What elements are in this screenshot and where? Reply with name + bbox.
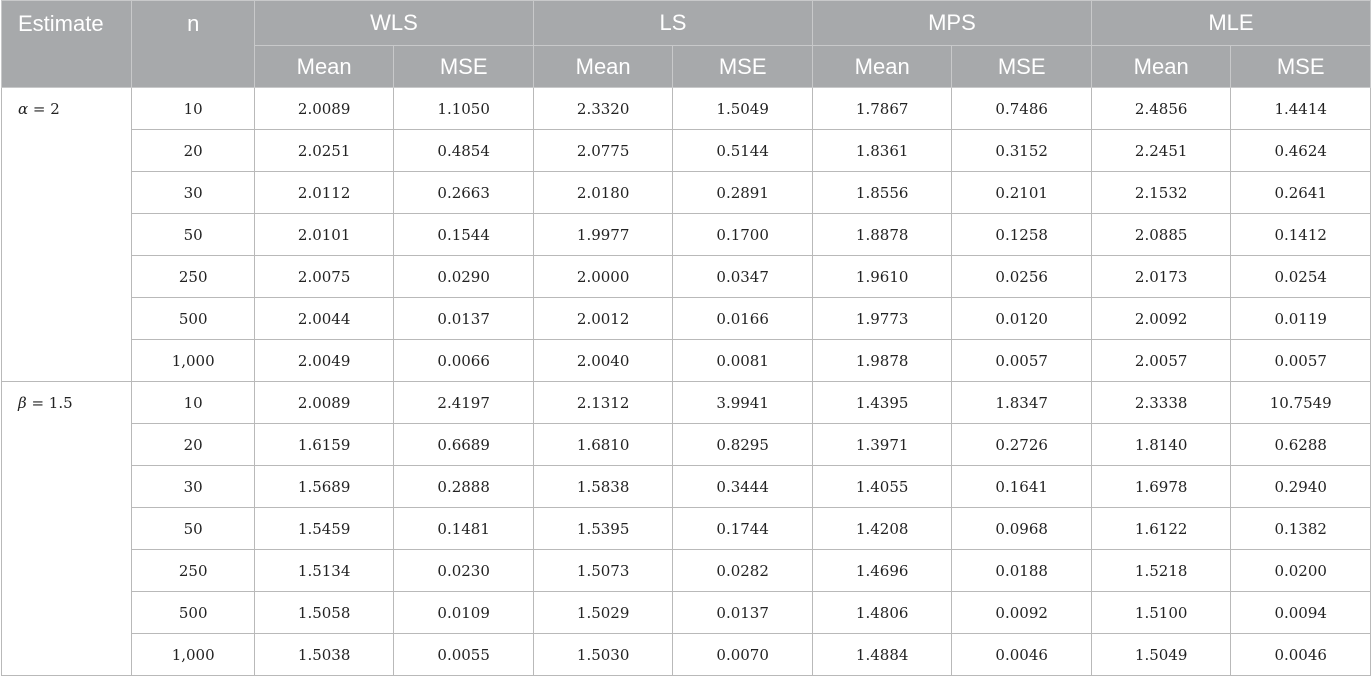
- header-ls-mean: Mean: [533, 46, 673, 88]
- header-wls: WLS: [254, 1, 533, 46]
- table-cell: 1.5838: [533, 466, 673, 508]
- table-cell: 1.5030: [533, 634, 673, 676]
- table-cell: 1.4395: [812, 382, 952, 424]
- table-cell: 1.4884: [812, 634, 952, 676]
- cell-n: 10: [132, 88, 254, 130]
- table-cell: 1.4208: [812, 508, 952, 550]
- table-cell: 1.5218: [1091, 550, 1231, 592]
- table-cell: 0.0094: [1231, 592, 1371, 634]
- header-wls-mse: MSE: [394, 46, 534, 88]
- table-cell: 1.5029: [533, 592, 673, 634]
- table-cell: 2.0775: [533, 130, 673, 172]
- table-cell: 2.1312: [533, 382, 673, 424]
- table-cell: 1.8347: [952, 382, 1092, 424]
- table-cell: 2.0075: [254, 256, 394, 298]
- cell-n: 500: [132, 592, 254, 634]
- cell-n: 250: [132, 256, 254, 298]
- table-cell: 0.2940: [1231, 466, 1371, 508]
- cell-n: 500: [132, 298, 254, 340]
- table-cell: 1.7867: [812, 88, 952, 130]
- table-row: [2, 256, 1371, 298]
- table-row: [2, 382, 1371, 424]
- table-cell: 1.6122: [1091, 508, 1231, 550]
- header-mps-mse: MSE: [952, 46, 1092, 88]
- table-cell: 0.0120: [952, 298, 1092, 340]
- cell-n: 10: [132, 382, 254, 424]
- table-cell: 0.0290: [394, 256, 534, 298]
- table-cell: 1.9773: [812, 298, 952, 340]
- table-cell: 2.2451: [1091, 130, 1231, 172]
- cell-n: 20: [132, 130, 254, 172]
- table-cell: 2.0044: [254, 298, 394, 340]
- table-cell: 0.2726: [952, 424, 1092, 466]
- table-cell: 1.5100: [1091, 592, 1231, 634]
- header-mle-mse: MSE: [1231, 46, 1371, 88]
- cell-n: 50: [132, 214, 254, 256]
- table-cell: 0.1544: [394, 214, 534, 256]
- table-cell: 1.4696: [812, 550, 952, 592]
- cell-n: 1,000: [132, 634, 254, 676]
- table-cell: 2.4197: [394, 382, 534, 424]
- table-cell: 2.0089: [254, 382, 394, 424]
- table-cell: 1.6159: [254, 424, 394, 466]
- table-cell: 1.6810: [533, 424, 673, 466]
- table-cell: 0.0055: [394, 634, 534, 676]
- table-cell: 1.5049: [673, 88, 813, 130]
- table-cell: 0.0166: [673, 298, 813, 340]
- table-cell: 0.0968: [952, 508, 1092, 550]
- table-cell: 2.0101: [254, 214, 394, 256]
- table-cell: 1.8878: [812, 214, 952, 256]
- table-cell: 0.0057: [1231, 340, 1371, 382]
- table-cell: 0.4854: [394, 130, 534, 172]
- table-cell: 2.0112: [254, 172, 394, 214]
- table-cell: 0.0046: [952, 634, 1092, 676]
- table-cell: 1.9878: [812, 340, 952, 382]
- table-row: [2, 172, 1371, 214]
- table-cell: 1.6978: [1091, 466, 1231, 508]
- cell-n: 1,000: [132, 340, 254, 382]
- table-row: [2, 550, 1371, 592]
- table-cell: 0.1382: [1231, 508, 1371, 550]
- table-cell: 0.0200: [1231, 550, 1371, 592]
- table-cell: 1.9610: [812, 256, 952, 298]
- header-estimate: Estimate: [2, 1, 132, 88]
- cell-n: 250: [132, 550, 254, 592]
- table-cell: 2.0885: [1091, 214, 1231, 256]
- table-cell: 2.0057: [1091, 340, 1231, 382]
- table-cell: 2.1532: [1091, 172, 1231, 214]
- table-cell: 2.0180: [533, 172, 673, 214]
- table-cell: 1.5134: [254, 550, 394, 592]
- header-mps-mean: Mean: [812, 46, 952, 88]
- table-cell: 0.2663: [394, 172, 534, 214]
- table-cell: 2.0092: [1091, 298, 1231, 340]
- table-cell: 0.0137: [394, 298, 534, 340]
- table-cell: 1.5038: [254, 634, 394, 676]
- table-cell: 2.0089: [254, 88, 394, 130]
- group-symbol: α: [18, 100, 29, 118]
- table-cell: 0.1744: [673, 508, 813, 550]
- table-cell: 1.5049: [1091, 634, 1231, 676]
- table-cell: 1.8361: [812, 130, 952, 172]
- table-header: [2, 1, 1371, 88]
- header-n: n: [132, 1, 254, 88]
- table-cell: 3.9941: [673, 382, 813, 424]
- cell-n: 30: [132, 172, 254, 214]
- table-cell: 2.0173: [1091, 256, 1231, 298]
- table-row: [2, 214, 1371, 256]
- table-cell: 1.4055: [812, 466, 952, 508]
- table-cell: 2.0049: [254, 340, 394, 382]
- table-cell: 1.1050: [394, 88, 534, 130]
- cell-n: 20: [132, 424, 254, 466]
- table-cell: 1.5058: [254, 592, 394, 634]
- table-cell: 2.0012: [533, 298, 673, 340]
- table-cell: 0.1641: [952, 466, 1092, 508]
- table-cell: 0.5144: [673, 130, 813, 172]
- table-cell: 1.5689: [254, 466, 394, 508]
- group-label: [2, 88, 132, 382]
- table-row: [2, 508, 1371, 550]
- table-cell: 0.1481: [394, 508, 534, 550]
- table-cell: 0.0046: [1231, 634, 1371, 676]
- table-row: [2, 88, 1371, 130]
- table-cell: 0.6689: [394, 424, 534, 466]
- table-cell: 0.0188: [952, 550, 1092, 592]
- simulation-results-table: [1, 0, 1371, 676]
- table-cell: 0.2641: [1231, 172, 1371, 214]
- header-mle-mean: Mean: [1091, 46, 1231, 88]
- header-wls-mean: Mean: [254, 46, 394, 88]
- table-row: [2, 634, 1371, 676]
- table-cell: 2.0040: [533, 340, 673, 382]
- group-label: [2, 382, 132, 676]
- table-cell: 1.5073: [533, 550, 673, 592]
- table-cell: 0.6288: [1231, 424, 1371, 466]
- table-cell: 0.0282: [673, 550, 813, 592]
- header-ls-mse: MSE: [673, 46, 813, 88]
- header-mps: MPS: [812, 1, 1091, 46]
- table-cell: 2.3320: [533, 88, 673, 130]
- table-cell: 1.5459: [254, 508, 394, 550]
- table-row: [2, 466, 1371, 508]
- table-cell: 0.2888: [394, 466, 534, 508]
- table-cell: 2.0000: [533, 256, 673, 298]
- table-cell: 1.8140: [1091, 424, 1231, 466]
- table-cell: 10.7549: [1231, 382, 1371, 424]
- group-symbol: β: [18, 394, 27, 412]
- table-row: [2, 424, 1371, 466]
- table-row: [2, 340, 1371, 382]
- table-cell: 0.1700: [673, 214, 813, 256]
- group-value: = 1.5: [26, 394, 73, 412]
- table-cell: 1.8556: [812, 172, 952, 214]
- table-cell: 2.3338: [1091, 382, 1231, 424]
- cell-n: 50: [132, 508, 254, 550]
- table-cell: 0.1412: [1231, 214, 1371, 256]
- table-cell: 0.0070: [673, 634, 813, 676]
- table-cell: 0.0109: [394, 592, 534, 634]
- table-cell: 1.3971: [812, 424, 952, 466]
- table-cell: 0.0256: [952, 256, 1092, 298]
- table-cell: 0.0057: [952, 340, 1092, 382]
- table-cell: 0.0230: [394, 550, 534, 592]
- table-cell: 0.0254: [1231, 256, 1371, 298]
- table-cell: 0.7486: [952, 88, 1092, 130]
- table-cell: 0.1258: [952, 214, 1092, 256]
- table-cell: 2.0251: [254, 130, 394, 172]
- table-cell: 0.3152: [952, 130, 1092, 172]
- table-cell: 1.4806: [812, 592, 952, 634]
- group-value: = 2: [28, 100, 60, 118]
- header-mle: MLE: [1091, 1, 1370, 46]
- table-cell: 0.0347: [673, 256, 813, 298]
- table-cell: 0.0137: [673, 592, 813, 634]
- table-cell: 0.0092: [952, 592, 1092, 634]
- table-cell: 1.4414: [1231, 88, 1371, 130]
- cell-n: 30: [132, 466, 254, 508]
- header-ls: LS: [533, 1, 812, 46]
- table-row: [2, 298, 1371, 340]
- table-cell: 0.2101: [952, 172, 1092, 214]
- table-cell: 1.9977: [533, 214, 673, 256]
- table-cell: 0.0119: [1231, 298, 1371, 340]
- table-cell: 0.0081: [673, 340, 813, 382]
- table-cell: 2.4856: [1091, 88, 1231, 130]
- table-cell: 0.0066: [394, 340, 534, 382]
- table-cell: 0.4624: [1231, 130, 1371, 172]
- table-row: [2, 130, 1371, 172]
- table-cell: 1.5395: [533, 508, 673, 550]
- table-cell: 0.8295: [673, 424, 813, 466]
- table-row: [2, 592, 1371, 634]
- table-body: [2, 88, 1371, 676]
- table-cell: 0.2891: [673, 172, 813, 214]
- table-cell: 0.3444: [673, 466, 813, 508]
